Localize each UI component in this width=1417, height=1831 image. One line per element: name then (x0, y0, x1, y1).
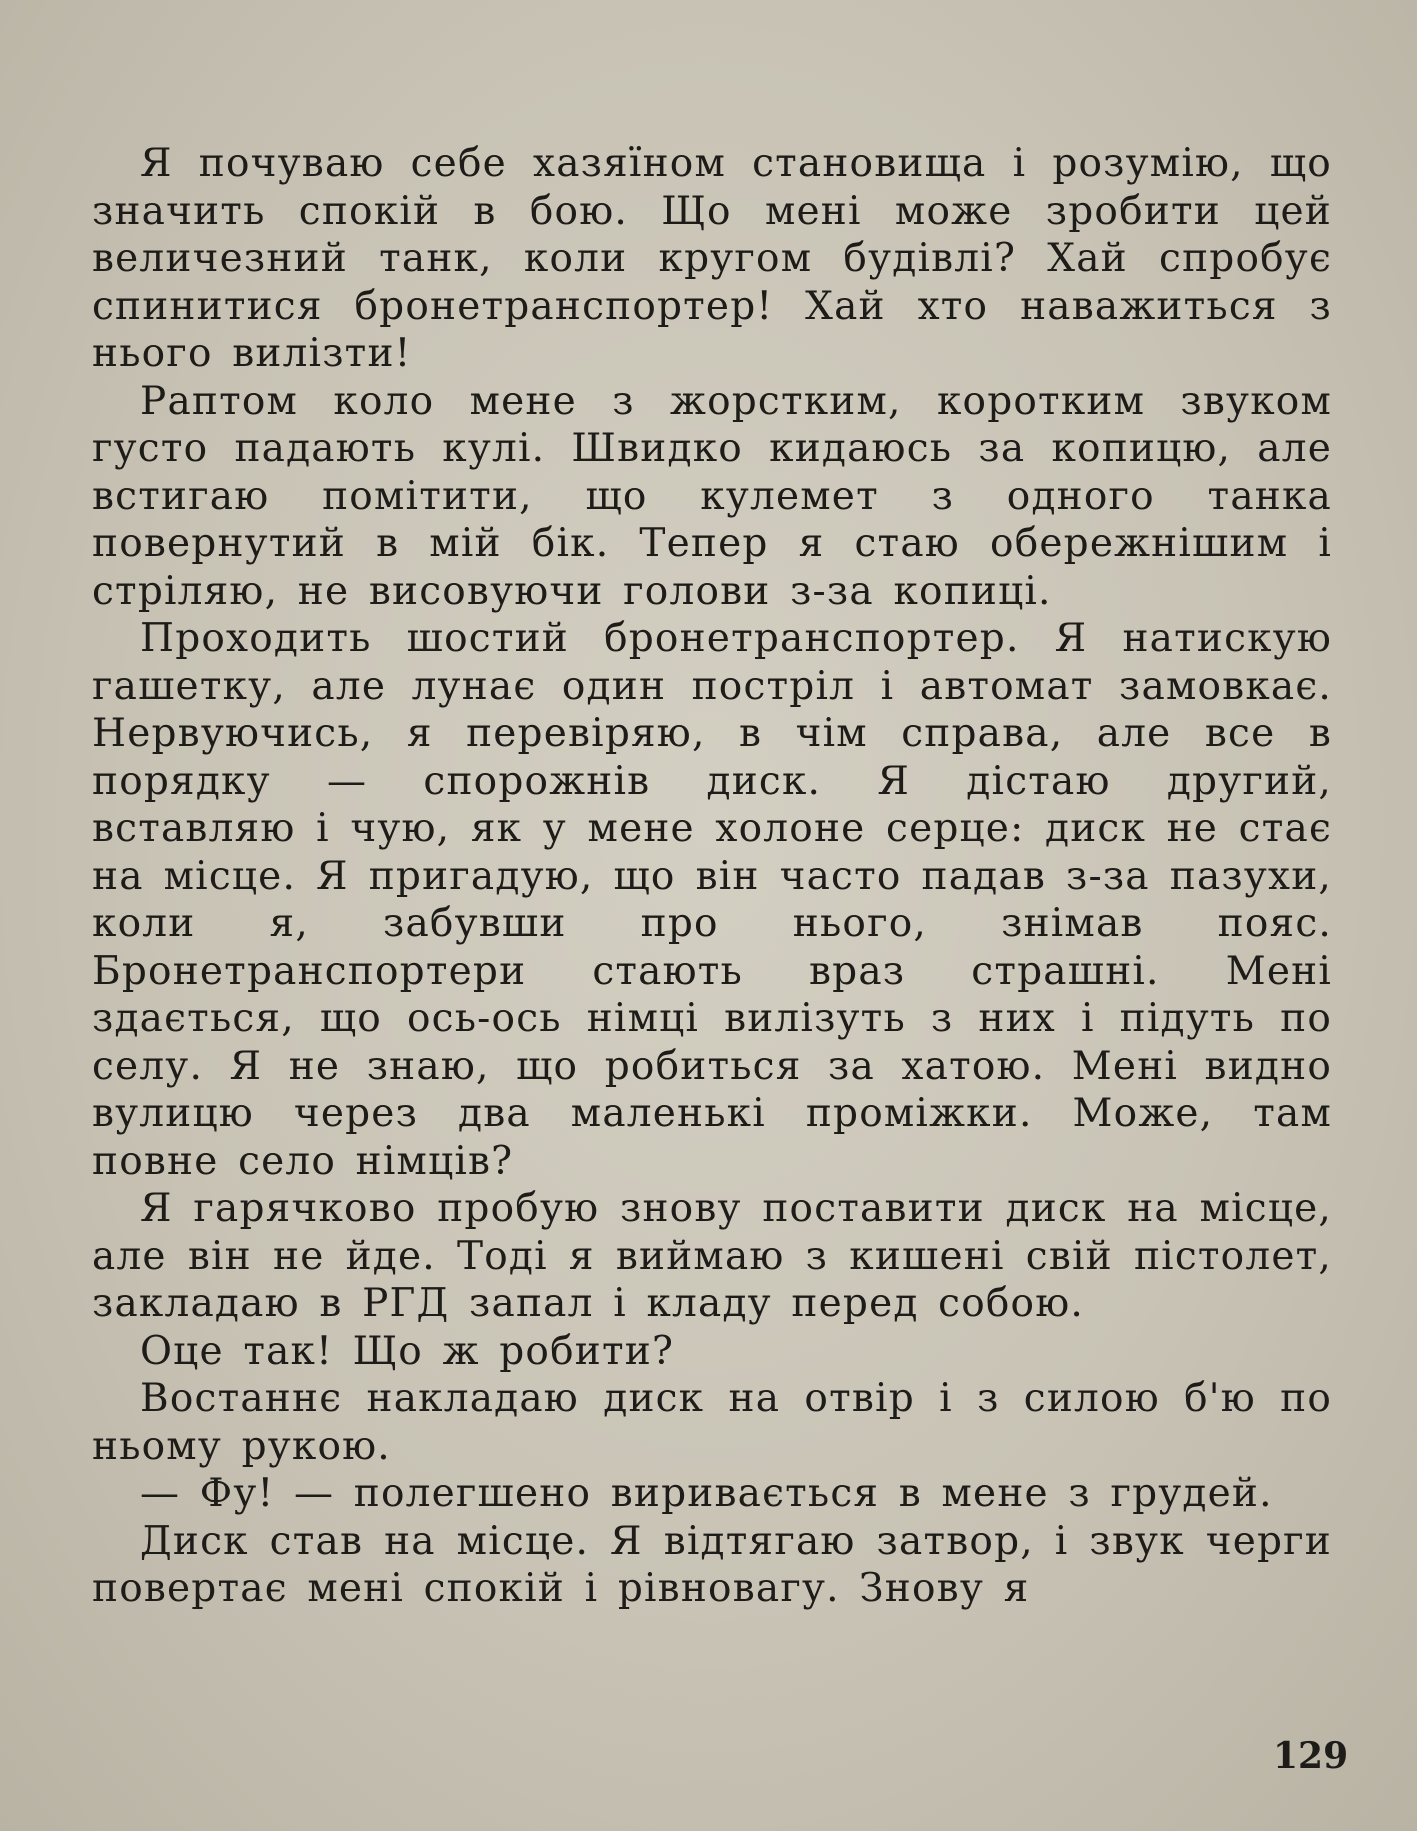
paragraph: Я почуваю себе хазяїном становища і розумію, що значить спокій в бою. Що мені може зробити цей величезний танк, коли кругом будівлі? Хай спробує спинитися бронетранспортер! Хай хто наважиться з нього вилізти! (92, 141, 1332, 376)
paragraph: Раптом коло мене з жорстким, коротким звуком густо падають кулі. Швидко кидаюсь за копицю, але встигаю помітити, що кулемет з одного танка повернутий в мій бік. Тепер я стаю обережнішим і стріляю, не висовуючи голови з-за копиці. (92, 378, 1332, 614)
page-number: 129 (1273, 1735, 1349, 1777)
paragraph: Востаннє накладаю диск на отвір і з силою б'ю по ньому рукою. (92, 1376, 1332, 1469)
body-text (92, 140, 1332, 1613)
paragraph: Я гарячково пробую знову поставити диск на місце, але він не йде. Тоді я виймаю з кишені свій пістолет, закладаю в РГД запал і кладу перед собою. (92, 1186, 1332, 1326)
paragraph: Диск став на місце. Я відтягаю затвор, і звук черги повертає мені спокій і рівновагу. Знову я (92, 1518, 1332, 1611)
paragraph: Оце так! Що ж робити? (140, 1328, 675, 1374)
paragraph: Проходить шостий бронетранспортер. Я натискую гашетку, але лунає один постріл і автомат замовкає. Нервуючись, я перевіряю, в чім справа, але все в порядку — спорожнів диск. Я дістаю другий, вставляю і чую, як у мене холоне серце: диск не стає на місце. Я пригадую, що він часто падав з-за пазухи, коли я, забувши про нього, знімав пояс. Бронетранспортери стають враз страшні. Мені здається, що ось-ось німці вилізуть з них і підуть по селу. Я не знаю, що робиться за хатою. Мені видно вулицю через два маленькі проміжки. Може, там повне село німців? (92, 616, 1332, 1184)
paragraph: — Фу! — полегшено виривається в мене з грудей. (140, 1471, 1273, 1516)
